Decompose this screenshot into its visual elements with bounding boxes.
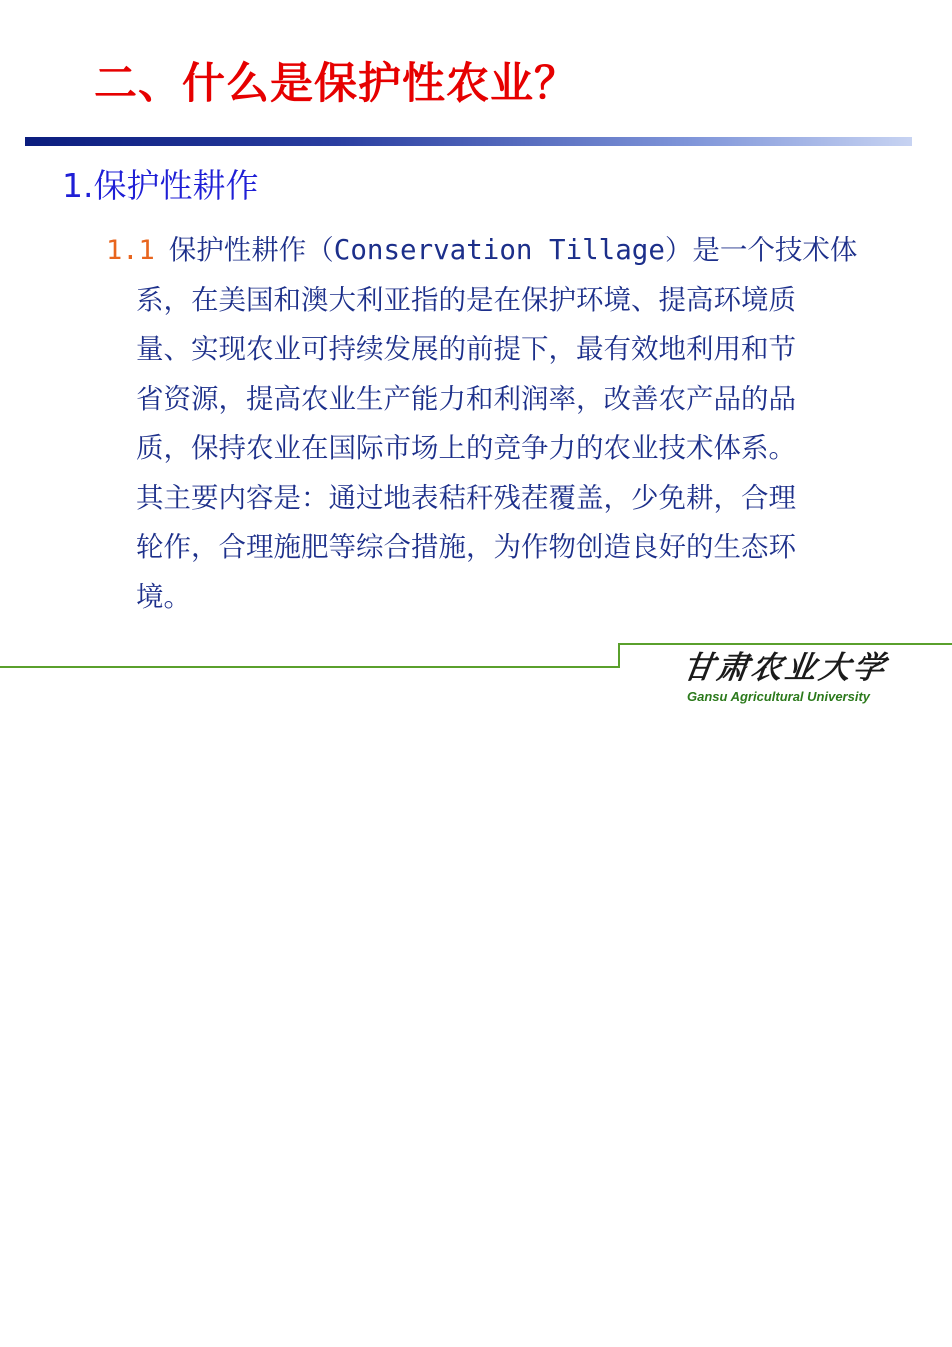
section-heading: 1.保护性耕作 bbox=[62, 166, 259, 205]
paragraph-line-3: 量、实现农业可持续发展的前提下，最有效地利用和节 bbox=[136, 333, 796, 365]
paragraph-text-post: ）是一个技术体 bbox=[664, 234, 858, 266]
slide-title: 二、什么是保护性农业？ bbox=[94, 59, 578, 109]
paragraph-line-7: 轮作，合理施肥等综合措施，为作物创造良好的生态环 bbox=[136, 531, 796, 563]
university-logo-english: Gansu Agricultural University bbox=[687, 689, 871, 704]
footer-line-step bbox=[618, 643, 620, 668]
footer-line-right bbox=[618, 643, 952, 645]
paragraph-text-pre: 保护性耕作（ bbox=[168, 234, 334, 266]
paragraph-line-8: 境。 bbox=[136, 580, 191, 613]
paragraph-line-5: 质，保持农业在国际市场上的竞争力的农业技术体系。 bbox=[136, 432, 796, 464]
paragraph-text-english: Conservation Tillage bbox=[333, 234, 665, 266]
university-logo-chinese: 甘肃农业大学 bbox=[680, 650, 890, 686]
body-paragraph bbox=[106, 226, 902, 622]
paragraph-line-4: 省资源，提高农业生产能力和利润率，改善农产品的品 bbox=[136, 382, 796, 415]
paragraph-line-2: 系，在美国和澳大利亚指的是在保护环境、提高环境质 bbox=[136, 283, 796, 316]
paragraph-number: 1.1 bbox=[106, 235, 155, 266]
paragraph-line-1 bbox=[106, 226, 902, 276]
footer-line-left bbox=[0, 666, 620, 668]
title-underline bbox=[25, 137, 912, 146]
paragraph-line-6: 其主要内容是：通过地表秸秆残茬覆盖，少免耕，合理 bbox=[136, 481, 796, 514]
